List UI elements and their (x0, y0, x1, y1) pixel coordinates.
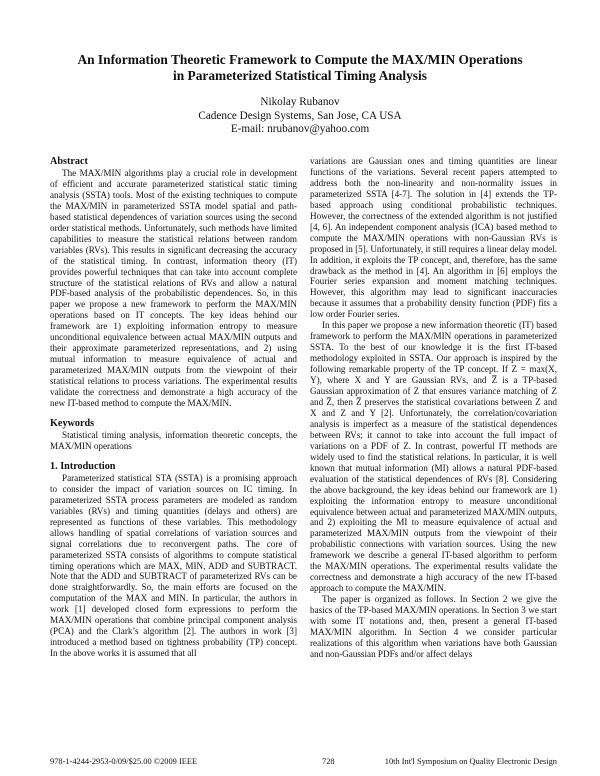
title-line-2: in Parameterized Statistical Timing Analysis (173, 68, 427, 83)
abstract-text: The MAX/MIN algorithms play a crucial role in development of efficient and accurate parameterized statistical static timing analysis (SSTA) tools. Most of the existing techniques to compute the MAX/MIN in parameterized SSTA model spatial and path-based statistical dependences of variation sources using the second order statistical methods. Unfortunately, such methods have limited capabilities to measure the statistical relations between random variables (RVs). This results in significant decreasing the accuracy of the statistical timing. In contrast, information theory (IT) provides powerful techniques that can take into account complete structure of the statistical relations of RVs and allow a natural PDF-based analysis of the probabilistic dependences. So, in this paper we propose a new framework to perform the MAX/MIN operations based on IT concepts. The key ideas behind our framework are 1) exploiting information entropy to measure unconditional equivalence between actual MAX/MIN outputs and their approximate parameterized representations, and 2) using mutual information to measure equivalence of actual and parameterized MAX/MIN outputs from the viewpoint of their statistical relations to process variations. The experimental results validate the correctness and demonstrate a high accuracy of the new IT-based method to compute the MAX/MIN. (50, 168, 297, 409)
footer-venue: 10th Int'l Symposium on Quality Electronic Design (384, 757, 557, 766)
keywords-heading: Keywords (50, 417, 95, 429)
right-column (310, 156, 557, 660)
author-name: Nikolay Rubanov (260, 96, 340, 108)
introduction-paragraph-2: In this paper we propose a new information theoretic (IT) based framework to perform the MAX/MIN operations in parameterized SSTA. To the best of our knowledge it is the first IT-based methodology exploited in SSTA. Our approach is inspired by the following remarkable property of the TP concept. If Z = max(X, Y), where X and Y are Gaussian RVs, and Z̅ is a TP-based Gaussian approximation of Z that ensures variance matching of Z and Z̅, then Z̅ preserves the statistical covariations between Z and X and Z and Y [2]. Unfortunately, the correlation/covariation analysis is imperfect as a measure of the statistical dependences between RVs; it cannot to take into account the full impact of variations on a PDF of Z. In contrast, powerful IT methods are widely used to find the statistical relations. In particular, it is well known that mutual information (MI) allows a natural PDF-based evaluation of the statistical dependences of RVs [8]. Considering the above background, the key ideas behind our framework are 1) exploiting the information entropy to measure unconditional equivalence between actual and parameterized MAX/MIN outputs, and 2) exploiting the MI to measure equivalence of actual and parameterized MAX/MIN outputs from the viewpoint of their probabilistic connections with variation sources. Using the new framework we describe a general IT-based algorithm to perform the MAX/MIN operations. The experimental results validate the correctness and demonstrate a high accuracy of the new IT-based approach to compute the MAX/MIN. (310, 320, 557, 594)
author-email: E-mail: nrubanov@yahoo.com (230, 123, 370, 135)
footer-isbn: 978-1-4244-2953-0/09/$25.00 ©2009 IEEE (50, 757, 198, 766)
author-affiliation: Cadence Design Systems, San Jose, CA USA (198, 109, 402, 122)
introduction-paragraph-3: The paper is organized as follows. In Section 2 we give the basics of the TP-based MAX/MIN operations. In Section 3 we start with some IT notations and, then, present a general IT-based MAX/MIN algorithm. In Section 4 we consider particular realizations of this algorithm when variations have both Gaussian and non-Gaussian PDFs and/or affect delays (310, 594, 557, 659)
page-footer (50, 756, 557, 768)
abstract-heading: Abstract (50, 156, 88, 167)
introduction-paragraph-1: Parameterized statistical STA (SSTA) is a promising approach to consider the impact of variation sources on IC timing. In parameterized SSTA process parameters are modeled as random variables (RVs) and timing quantities (delays and others) are represented as functions of these variables. This methodology allows handling of spatial correlations of variation sources and signal correlations due to reconvergent paths. The core of parameterized SSTA consists of algorithms to compute statistical timing operations which are MAX, MIN, ADD and SUBTRACT. Note that the ADD and SUBTRACT of parameterized RVs can be done straightforwardly. So, the main efforts are focused on the computation of the MAX and MIN. In particular, the authors in work [1] developed closed form expressions to perform the MAX/MIN operations that combine principal component analysis (PCA) and the Clark’s algorithm [2]. The authors in work [3] introduced a method based on tightness probability (TP) concept. In the above works it is assumed that all (50, 472, 297, 659)
author-block (30, 96, 570, 137)
left-column (50, 156, 297, 659)
introduction-heading: 1. Introduction (50, 460, 116, 472)
footer-page-number: 728 (322, 757, 335, 766)
keywords-text: Statistical timing analysis, information theoretic concepts, the MAX/MIN operations (50, 429, 297, 451)
paper-title (30, 52, 570, 84)
introduction-paragraph-1-continued: variations are Gaussian ones and timing quantities are linear functions of the variations. Several recent papers attempted to address both the non-linearity and non-normality issues in parameterized SSTA [4-7]. The solution in [4] extends the TP-based approach using conditional probabilistic techniques. However, the correctness of the extended algorithm is not justified [4, 6]. An independent component analysis (ICA) based method to compute the MAX/MIN operations with non-Gaussian RVs is proposed in [5]. Unfortunately, it still requires a linear delay model. In addition, it exploits the TP concept, and, therefore, has the same drawback as the method in [4]. An algorithm in [6] employs the Fourier series expansion and moment matching techniques. However, this algorithm may lead to significant inaccuracies because it assumes that a probability density function (PDF) fits a low order Fourier series. (310, 156, 557, 320)
title-line-1: An Information Theoretic Framework to Compute the MAX/MIN Operations (77, 52, 523, 67)
